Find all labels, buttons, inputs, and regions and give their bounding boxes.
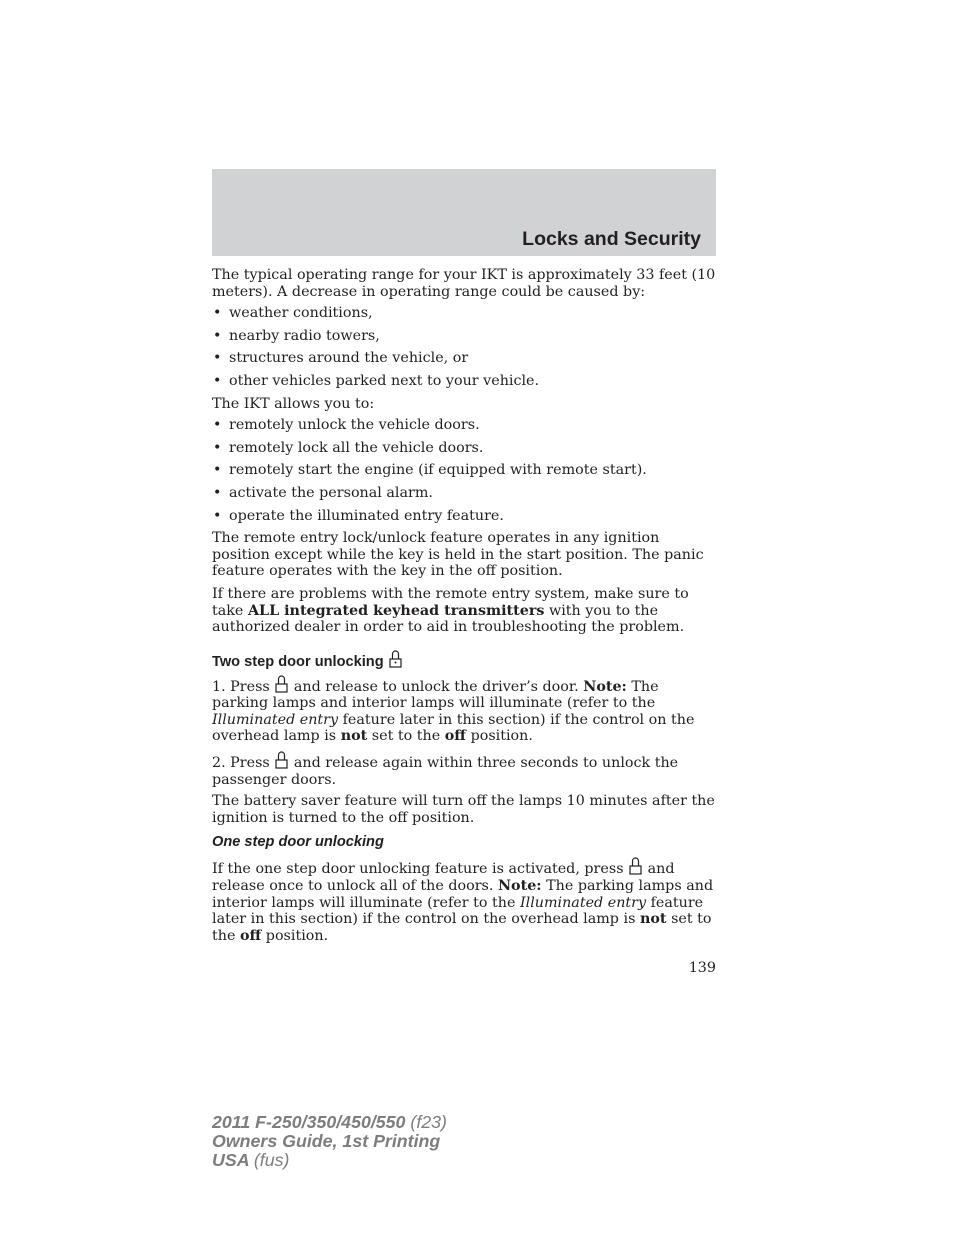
illuminated-entry-ref: Illuminated entry xyxy=(212,711,339,728)
two-step-heading: Two step door unlocking xyxy=(212,650,718,671)
range-causes-list xyxy=(212,305,718,389)
one-step-paragraph: If the one step door unlocking feature is activated, press and release once to unlock all of the doors. Note: The parking lamps and interior lamps will illuminate (refer to the Illuminated entry feature later in this section) if the control on the overhead lamp is not set to the off position. xyxy=(212,857,718,944)
list-item: • remotely lock all the vehicle doors. xyxy=(212,440,718,457)
remote-entry-paragraph: The remote entry lock/unlock feature operates in any ignition position except while the key is held in the start position. The panic feature operates with the key in the off position. xyxy=(212,530,704,580)
unlock-key-icon xyxy=(388,650,403,668)
battery-saver-paragraph: The battery saver feature will turn off the lamps 10 minutes after the ignition is turned to the off position. xyxy=(212,793,715,826)
footer-guide-line: Owners Guide, 1st Printing xyxy=(212,1131,441,1151)
list-item: • activate the personal alarm. xyxy=(212,485,718,502)
section-header xyxy=(212,169,716,256)
list-item: • remotely start the engine (if equipped with remote start). xyxy=(212,462,718,479)
unlock-key-icon xyxy=(274,675,289,693)
ikt-functions-list xyxy=(212,417,718,524)
document-footer xyxy=(212,1113,447,1170)
transmitters-emphasis: ALL integrated keyhead transmitters xyxy=(247,602,545,619)
list-item: • operate the illuminated entry feature. xyxy=(212,508,718,525)
unlock-key-icon xyxy=(274,751,289,769)
list-item: • remotely unlock the vehicle doors. xyxy=(212,417,718,434)
footer-region-line: USA (fus) xyxy=(212,1150,290,1170)
list-item: • other vehicles parked next to your vehicle. xyxy=(212,373,718,390)
ikt-intro: The IKT allows you to: xyxy=(212,395,375,412)
section-title: Locks and Security xyxy=(522,228,701,250)
one-step-heading: One step door unlocking xyxy=(212,834,384,851)
unlock-key-icon xyxy=(628,857,643,875)
range-intro: The typical operating range for your IKT is approximately 33 feet (10 meters). A decrease in operating range could be caused by: xyxy=(212,267,716,300)
list-item: • nearby radio towers, xyxy=(212,328,718,345)
list-item: • weather conditions, xyxy=(212,305,718,322)
step-2: 2. Press and release again within three seconds to unlock the passenger doors. xyxy=(212,751,718,788)
illuminated-entry-ref: Illuminated entry xyxy=(519,894,647,911)
problems-paragraph: If there are problems with the remote entry system, make sure to take ALL integrated keyhead transmitters with you to the authorized dealer in order to aid in troubleshooting the problem. xyxy=(212,585,689,636)
step-1: 1. Press and release to unlock the driver’s door. Note: The parking lamps and interior lamps will illuminate (refer to the Illuminated entry feature later in this section) if the control on the overhead lamp is not set to the off position. xyxy=(212,675,718,745)
list-item: • structures around the vehicle, or xyxy=(212,350,718,367)
page-content xyxy=(212,267,718,944)
footer-model-line: 2011 F-250/350/450/550 (f23) xyxy=(212,1112,447,1132)
page-number: 139 xyxy=(688,960,716,976)
